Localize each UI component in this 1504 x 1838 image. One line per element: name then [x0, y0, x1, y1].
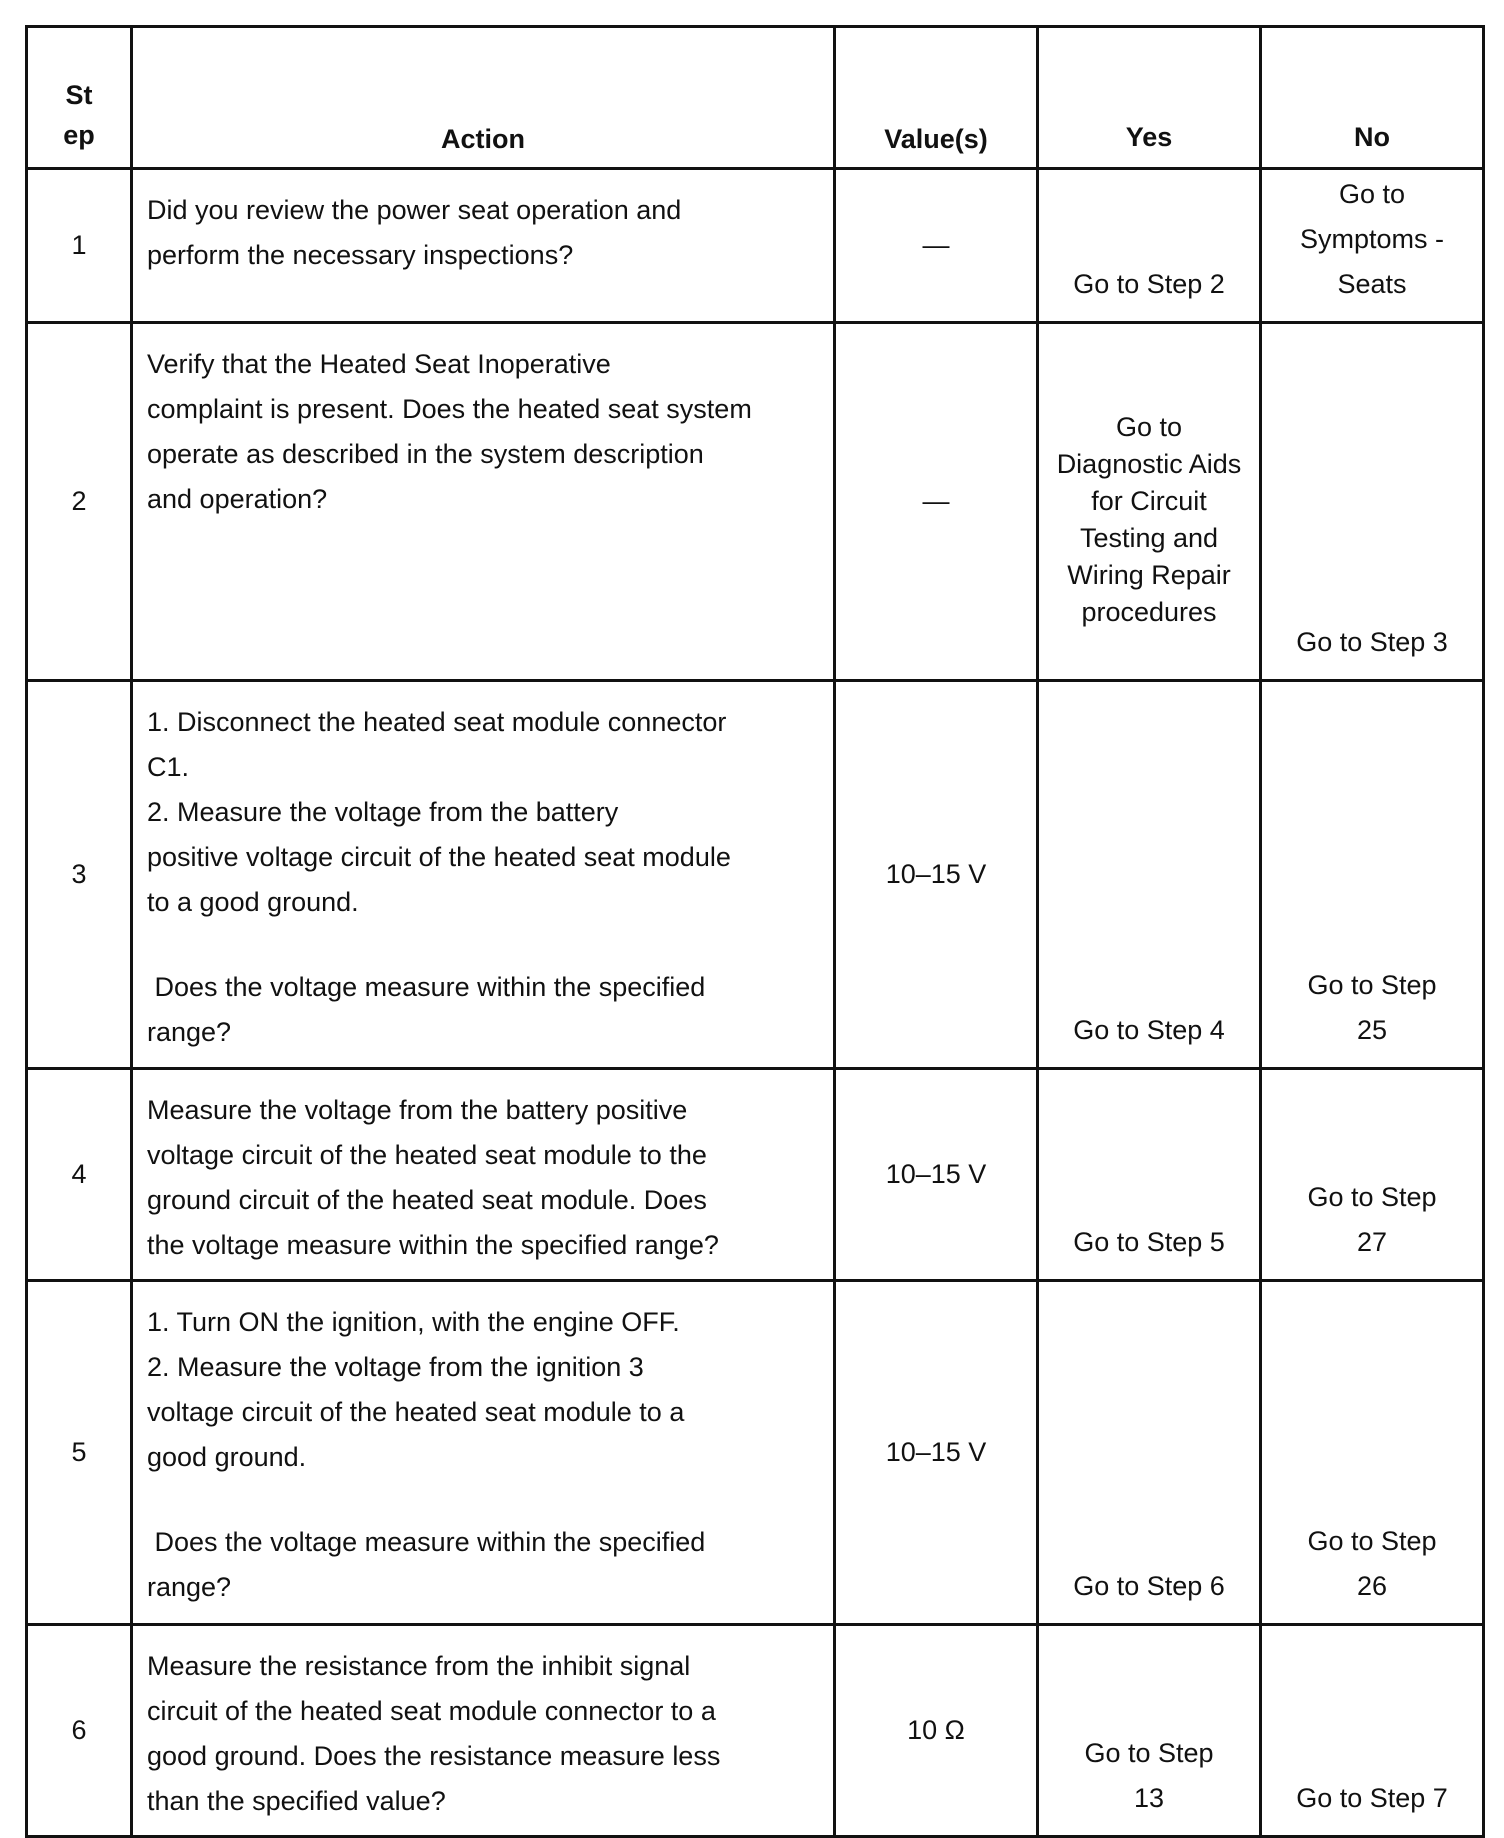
yes-cell	[1038, 1281, 1261, 1625]
action-line: Verify that the Heated Seat Inoperative	[147, 349, 611, 379]
action-line: perform the necessary inspections?	[147, 240, 574, 270]
action-line: 2. Measure the voltage from the ignition 3	[147, 1352, 644, 1382]
table-row	[27, 169, 1484, 323]
yes-line: Go to Step 6	[1073, 1571, 1225, 1601]
action-line: than the specified value?	[147, 1786, 446, 1816]
yes-cell	[1038, 169, 1261, 323]
no-line: 27	[1356, 1227, 1388, 1257]
action-line: complaint is present. Does the heated seat system	[147, 394, 752, 424]
no-line: 25	[1356, 1015, 1388, 1045]
no-line: Go to Step	[1307, 970, 1437, 1000]
action-line: voltage circuit of the heated seat module to a	[147, 1397, 685, 1427]
action-line: Did you review the power seat operation and	[147, 195, 682, 225]
no-cell	[1261, 1069, 1484, 1281]
yes-cell	[1038, 681, 1261, 1069]
yes-line: Wiring Repair	[1067, 559, 1231, 590]
action-line: positive voltage circuit of the heated seat module	[147, 842, 731, 872]
header-action: Action	[132, 27, 835, 169]
step-number: 4	[27, 1069, 132, 1281]
action-text	[132, 1625, 835, 1837]
action-line: 1. Disconnect the heated seat module connector	[147, 707, 727, 737]
value-cell: 10–15 V	[835, 681, 1038, 1069]
no-line: 26	[1356, 1571, 1388, 1601]
value-cell: —	[835, 169, 1038, 323]
no-line: Go to Step	[1307, 1526, 1437, 1556]
yes-cell	[1038, 1625, 1261, 1837]
header-row	[27, 27, 1484, 169]
action-text	[132, 681, 835, 1069]
table-row	[27, 681, 1484, 1069]
table-row	[27, 1281, 1484, 1625]
action-question-line: range?	[147, 1572, 232, 1602]
no-line: Go to Step 3	[1296, 627, 1448, 657]
action-line: operate as described in the system description	[147, 439, 704, 469]
no-line: Go to Step	[1307, 1182, 1437, 1212]
step-number: 5	[27, 1281, 132, 1625]
action-line: circuit of the heated seat module connector to a	[147, 1696, 716, 1726]
step-number: 2	[27, 323, 132, 681]
yes-line: Testing and	[1079, 522, 1219, 553]
action-question-line: Does the voltage measure within the specified	[147, 972, 706, 1002]
action-text	[132, 169, 835, 323]
action-line: to a good ground.	[147, 887, 359, 917]
action-line: Measure the voltage from the battery positive	[147, 1095, 688, 1125]
action-text	[132, 1281, 835, 1625]
header-no: No	[1261, 27, 1484, 169]
yes-cell	[1038, 1069, 1261, 1281]
yes-line: Go to	[1115, 411, 1183, 442]
value-cell: —	[835, 323, 1038, 681]
action-question-line: Does the voltage measure within the specified	[147, 1527, 706, 1557]
yes-line: Go to Step 4	[1073, 1015, 1225, 1045]
no-cell	[1261, 323, 1484, 681]
yes-line: Go to Step 2	[1073, 269, 1225, 299]
value-cell: 10–15 V	[835, 1281, 1038, 1625]
no-line: Go to Step 7	[1296, 1783, 1448, 1813]
header-values: Value(s)	[835, 27, 1038, 169]
table-row	[27, 323, 1484, 681]
header-step	[27, 27, 132, 169]
value-cell: 10–15 V	[835, 1069, 1038, 1281]
yes-line: Go to Step	[1084, 1738, 1214, 1768]
step-number: 1	[27, 169, 132, 323]
yes-line: procedures	[1081, 596, 1217, 627]
yes-line: for Circuit	[1091, 485, 1207, 516]
yes-line: Diagnostic Aids	[1056, 448, 1242, 479]
action-line: 2. Measure the voltage from the battery	[147, 797, 619, 827]
no-cell	[1261, 169, 1484, 323]
no-cell	[1261, 1625, 1484, 1837]
no-cell	[1261, 681, 1484, 1069]
action-line: good ground.	[147, 1442, 307, 1472]
diagnostic-table	[25, 25, 1485, 1838]
action-line: voltage circuit of the heated seat module to the	[147, 1140, 707, 1170]
header-yes: Yes	[1038, 27, 1261, 169]
action-line: the voltage measure within the specified range?	[147, 1230, 719, 1260]
table-row	[27, 1069, 1484, 1281]
action-line: ground circuit of the heated seat module. Does	[147, 1185, 707, 1215]
step-number: 6	[27, 1625, 132, 1837]
step-number: 3	[27, 681, 132, 1069]
action-question-line: range?	[147, 1017, 232, 1047]
value-cell: 10 Ω	[835, 1625, 1038, 1837]
yes-line: 13	[1133, 1783, 1165, 1813]
action-line: C1.	[147, 752, 190, 782]
action-line: good ground. Does the resistance measure less	[147, 1741, 721, 1771]
action-text	[132, 323, 835, 681]
no-cell	[1261, 1281, 1484, 1625]
yes-line: Go to Step 5	[1073, 1227, 1225, 1257]
table-row	[27, 1625, 1484, 1837]
action-line: and operation?	[147, 484, 328, 514]
no-line: Seats	[1337, 269, 1407, 299]
action-line: Measure the resistance from the inhibit signal	[147, 1651, 691, 1681]
no-line: Symptoms -	[1299, 224, 1445, 254]
action-line: 1. Turn ON the ignition, with the engine OFF.	[147, 1307, 680, 1337]
no-line: Go to	[1338, 179, 1406, 209]
action-text	[132, 1069, 835, 1281]
yes-cell	[1038, 323, 1261, 681]
header-step-label: St ep	[63, 80, 95, 150]
